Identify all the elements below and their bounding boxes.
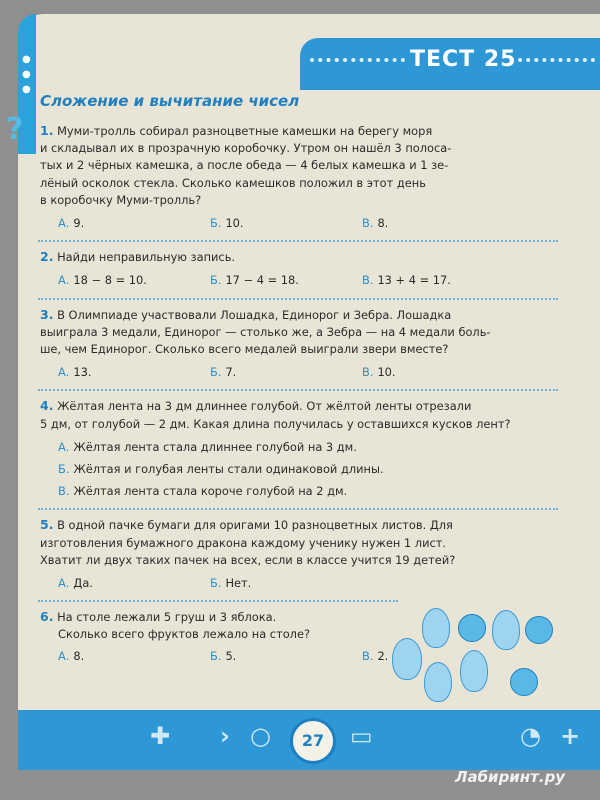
plus-icon: + (560, 722, 581, 750)
answer-option[interactable] (58, 439, 546, 456)
answer-letter: А. (58, 216, 70, 231)
answer-text: 13. (73, 365, 92, 380)
answer-option[interactable] (362, 272, 514, 289)
question-text-line: На столе лежали 5 груш и 3 яблока. (57, 610, 277, 625)
apple-icon (458, 614, 486, 642)
binding-dot-icon: ● (22, 69, 31, 80)
answer-options (58, 215, 546, 232)
ruler-icon: ▭ (350, 722, 373, 750)
question-text-line: В Олимпиаде участвовали Лошадка, Единорог и Зебра. Лошадка (57, 307, 452, 322)
answer-letter: Б. (210, 216, 222, 231)
dotted-divider (38, 600, 398, 602)
answer-option[interactable] (58, 648, 210, 665)
question-3 (40, 306, 546, 382)
section-title: Сложение и вычитание чисел (40, 92, 300, 110)
answer-options (58, 575, 546, 592)
answer-option[interactable] (58, 483, 546, 500)
question-text-line: и складывал их в прозрачную коробочку. Утром он нашёл 3 полоса- (40, 141, 452, 156)
answer-option[interactable] (362, 215, 514, 232)
question-text-line: выиграла 3 медали, Единорог — столько же, а Зебра — на 4 медали боль- (40, 324, 491, 339)
answer-text: Да. (73, 576, 93, 591)
question-4 (40, 397, 546, 500)
answer-text: 18 − 8 = 10. (73, 273, 147, 288)
apple-icon (510, 668, 538, 696)
answer-letter: В. (58, 484, 70, 499)
question-text-line: Хватит ли двух таких пачек на всех, если в классе учится 19 детей? (40, 552, 456, 567)
answer-option[interactable] (210, 272, 362, 289)
question-2 (40, 248, 546, 289)
question-text-line: ше, чем Единорог. Сколько всего медалей выиграли звери вместе? (40, 342, 449, 357)
answer-option[interactable] (210, 364, 362, 381)
answer-letter: Б. (210, 365, 222, 380)
answer-text: 5. (225, 648, 237, 663)
question-text-line: Жёлтая лента на 3 дм длиннее голубой. От жёлтой ленты отрезали (57, 399, 472, 414)
answer-options (58, 272, 546, 289)
answer-text: Жёлтая лента стала короче голубой на 2 дм. (73, 484, 348, 499)
answer-letter: Б. (210, 648, 222, 663)
binding-dot-icon: ● (22, 84, 31, 95)
question-mark-icon: ? (6, 112, 24, 147)
answer-letter: Б. (210, 576, 222, 591)
apple-icon (525, 616, 553, 644)
pear-icon (460, 650, 488, 692)
answer-letter: А. (58, 273, 70, 288)
answer-option[interactable] (58, 461, 546, 478)
chevron-right-icon: › (220, 722, 230, 750)
question-number: 4. (40, 398, 54, 414)
answer-options (58, 439, 546, 501)
header-dots-decoration (510, 58, 595, 66)
question-text-line: изготовления бумажного дракона каждому ученику нужен 1 лист. (40, 535, 447, 550)
pear-icon (392, 638, 422, 680)
alarm-clock-icon: ◔ (520, 722, 541, 750)
answer-option[interactable] (58, 215, 210, 232)
question-number: 1. (40, 123, 54, 138)
answer-text: 17 − 4 = 18. (225, 273, 299, 288)
answer-letter: В. (362, 216, 374, 231)
answer-options (58, 364, 546, 381)
dotted-divider (38, 508, 558, 510)
answer-option[interactable] (58, 575, 210, 592)
answer-option[interactable] (210, 575, 362, 592)
answer-text: Жёлтая и голубая ленты стали одинаковой длины. (73, 462, 384, 477)
answer-letter: Б. (58, 462, 70, 477)
answer-letter: А. (58, 576, 70, 591)
answer-text: 8. (73, 648, 85, 663)
answer-letter: А. (58, 365, 70, 380)
test-title: ТЕСТ 25 (410, 47, 517, 72)
question-text-line: В одной пачке бумаги для оригами 10 разноцветных листов. Для (57, 518, 453, 533)
answer-text: 13 + 4 = 17. (377, 273, 451, 288)
neighbor-page-edge (556, 90, 600, 350)
pear-icon (492, 610, 520, 650)
answer-option[interactable] (58, 272, 210, 289)
answer-text: Нет. (225, 576, 252, 591)
question-number: 6. (40, 609, 54, 625)
question-5 (40, 516, 546, 592)
answer-option[interactable] (58, 364, 210, 381)
question-number: 2. (40, 249, 54, 265)
question-text-line: лёный осколок стекла. Сколько камешков положил в этот день (40, 175, 426, 190)
answer-letter: А. (58, 439, 70, 454)
answer-text: 9. (73, 216, 85, 231)
pear-icon (422, 608, 450, 648)
binding-dot-icon: ● (22, 54, 31, 65)
answer-option[interactable] (362, 364, 514, 381)
answer-text: 10. (377, 365, 396, 380)
answer-letter: В. (362, 273, 374, 288)
question-1 (40, 122, 546, 232)
question-number: 5. (40, 517, 54, 533)
answer-letter: В. (362, 648, 374, 663)
answer-option[interactable] (210, 215, 362, 232)
puzzle-icon: ✚ (150, 722, 171, 750)
answer-text: 8. (377, 216, 389, 231)
question-text-line: 5 дм, от голубой — 2 дм. Какая длина получилась у оставшихся кусков лент? (40, 416, 511, 431)
dotted-divider (38, 240, 558, 242)
magnifier-icon: ○ (250, 722, 271, 750)
question-text-line: в коробочку Муми-тролль? (40, 192, 202, 207)
header-dots-decoration (310, 58, 405, 66)
answer-text: Жёлтая лента стала длиннее голубой на 3 дм. (73, 439, 357, 454)
page-number: 27 (290, 718, 336, 764)
question-text-line: Муми-тролль собирал разноцветные камешки на берегу моря (57, 124, 433, 138)
answer-option[interactable] (210, 648, 362, 665)
answer-text: 2. (377, 648, 389, 663)
answer-text: 10. (225, 216, 244, 231)
question-text-line: тых и 2 чёрных камешка, а после обеда — 4 белых камешка и 1 зе- (40, 158, 449, 173)
dotted-divider (38, 389, 558, 391)
pear-icon (424, 662, 452, 702)
store-watermark: Лабиринт.ру (455, 768, 566, 786)
dotted-divider (38, 298, 558, 300)
question-text-line: Найди неправильную запись. (57, 250, 236, 265)
answer-letter: В. (362, 365, 374, 380)
questions-container (40, 122, 546, 669)
answer-letter: Б. (210, 273, 222, 288)
answer-letter: А. (58, 648, 70, 663)
answer-text: 7. (225, 365, 237, 380)
question-number: 3. (40, 306, 54, 322)
question-text-line: Сколько всего фруктов лежало на столе? (58, 627, 311, 642)
